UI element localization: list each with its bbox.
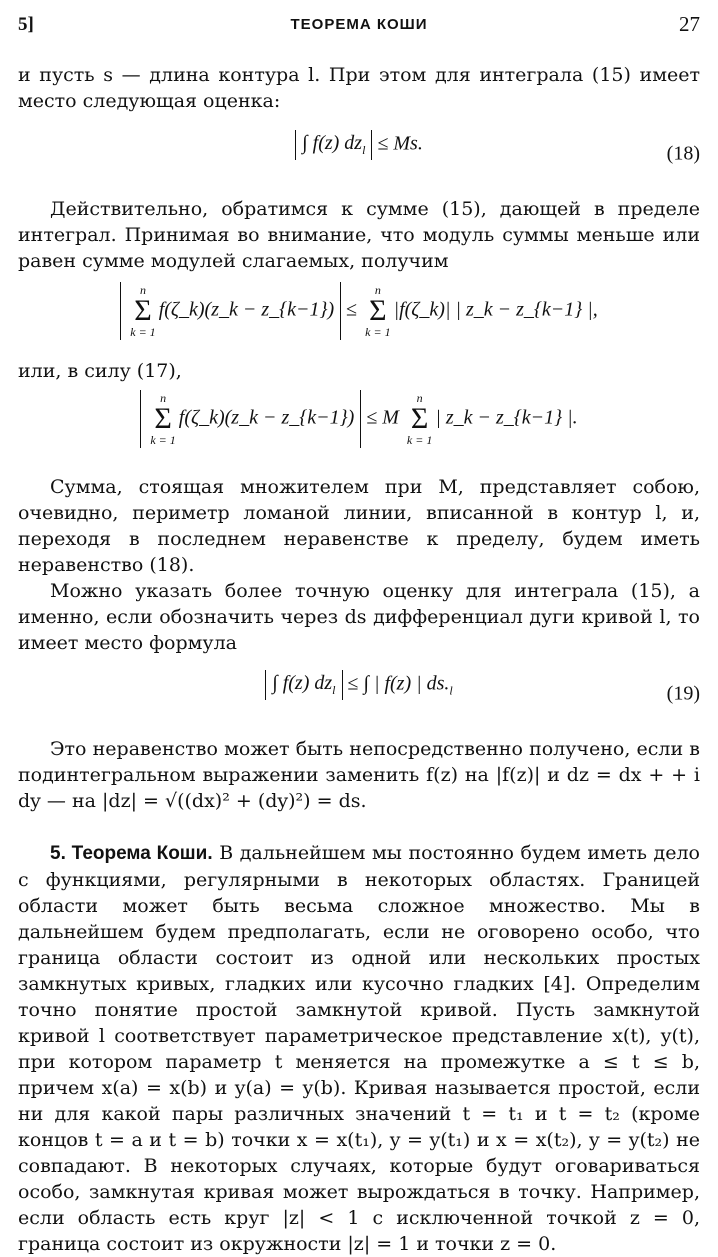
integral-contour: l (362, 143, 366, 157)
formula-19 (18, 670, 700, 718)
integral-expr: ∫ f(z) dz (302, 132, 363, 154)
paragraph-3: или, в силу (17), (18, 360, 182, 382)
sum-rhs-term: | z_k − z_{k−1} |. (435, 406, 578, 429)
formula-sum-bound (18, 390, 700, 460)
sum-lower-limit: k = 1 (130, 325, 156, 339)
paragraph-5: Можно указать более точную оценку для интеграла (15), а именно, если обозначить через ds дифференциал дуги кривой l, то имеет место формула (18, 580, 700, 654)
relation: ≤ M (366, 406, 399, 429)
book-page (18, 12, 700, 1257)
running-title: ТЕОРЕМА КОШИ (290, 16, 428, 33)
abs-integral (265, 670, 342, 700)
formula-rhs: ∫ | f(z) | ds. (363, 672, 450, 695)
sigma-symbol-rhs: n Σ k = 1 (365, 283, 391, 339)
page-number: 27 (679, 12, 700, 36)
sigma-symbol: n Σ k = 1 (150, 391, 176, 447)
sum-lower-limit: k = 1 (365, 325, 391, 339)
sum-term: f(ζ_k)(z_k − z_{k−1}) (178, 406, 355, 429)
abs-sum (120, 282, 341, 340)
section-marker: 5] (18, 14, 34, 35)
sum-lower-limit: k = 1 (150, 433, 176, 447)
integral-contour: l (332, 683, 336, 697)
sum-upper-limit: n (160, 391, 167, 405)
formula-18 (18, 130, 700, 178)
paragraph-6: Это неравенство может быть непосредственно получено, если в подинтегральном выражении заменить f(z) на |f(z)| и dz = dx + + i dy — на |dz| = √((dx)² + (dy)²) = ds. (18, 738, 700, 812)
paragraph-2: Действительно, обратимся к сумме (15), дающей в пределе интеграл. Принимая во внимание, что модуль суммы меньше или равен сумме модулей слагаемых, получим (18, 198, 700, 272)
sum-upper-limit: n (374, 283, 381, 297)
page-header (18, 12, 700, 42)
sigma-symbol: n Σ k = 1 (130, 283, 156, 339)
paragraph-1: и пусть s — длина контура l. При этом для интеграла (15) имеет место следующая оценка: (18, 64, 700, 112)
paragraph-4: Сумма, стоящая множителем при M, представляет собою, очевидно, периметр ломаной линии, вписанной в контур l, и, переходя в последнем неравенстве к пределу, будем иметь неравенство (18). (18, 476, 700, 576)
sum-upper-limit: n (139, 283, 146, 297)
sum-lower-limit: k = 1 (406, 433, 433, 447)
sum-term: f(ζ_k)(z_k − z_{k−1}) (158, 298, 335, 321)
integral-expr: ∫ f(z) dz (272, 672, 333, 694)
relation: ≤ (347, 672, 359, 695)
section-5-text: В дальнейшем мы постоянно будем иметь дело с функциями, регулярными в некоторых областях. Границей области может быть весьма сложное множество. Мы в дальнейшем будем предполагать, если не оговорено особо, что граница области состоит из одной или нескольких простых замкнутых кривых, гладких или кусочно гладких [4]. Определим точно понятие простой замкнутой кривой. Пусть замкнутой кривой l соответствует параметрическое представление x(t), y(t), при котором параметр t меняется на промежутке a ≤ t ≤ b, причем x(a) = x(b) и y(a) = y(b). Кривая называется простой, если ни для какой пары различных значений t = t₁ и t = t₂ (кроме концов t = a и t = b) точки x = x(t₁), y = y(t₁) и x = x(t₂), y = y(t₂) не совпадают. В некоторых случаях, которые будут оговариваться особо, замкнутая кривая может вырождаться в точку. Например, если область есть круг |z| < 1 с исключенной точкой z = 0, граница состоит из окружности |z| = 1 и точки z = 0. (18, 842, 700, 1255)
sum-rhs-term: |f(ζ_k)| | z_k − z_{k−1} |, (393, 298, 598, 321)
sum-upper-limit: n (416, 391, 423, 405)
sigma-symbol-rhs: n Σ k = 1 (406, 391, 433, 447)
section-heading: 5. Теорема Коши. (50, 843, 213, 864)
formula-rhs: ≤ Ms. (377, 132, 423, 155)
abs-integral (295, 130, 372, 160)
integral-contour-rhs: l (449, 683, 453, 698)
section-5 (18, 840, 700, 1257)
equation-number: (19) (666, 682, 700, 705)
equation-number: (18) (666, 142, 700, 165)
relation: ≤ (346, 298, 358, 321)
formula-sum-modulus (18, 282, 700, 352)
abs-sum (140, 390, 361, 448)
